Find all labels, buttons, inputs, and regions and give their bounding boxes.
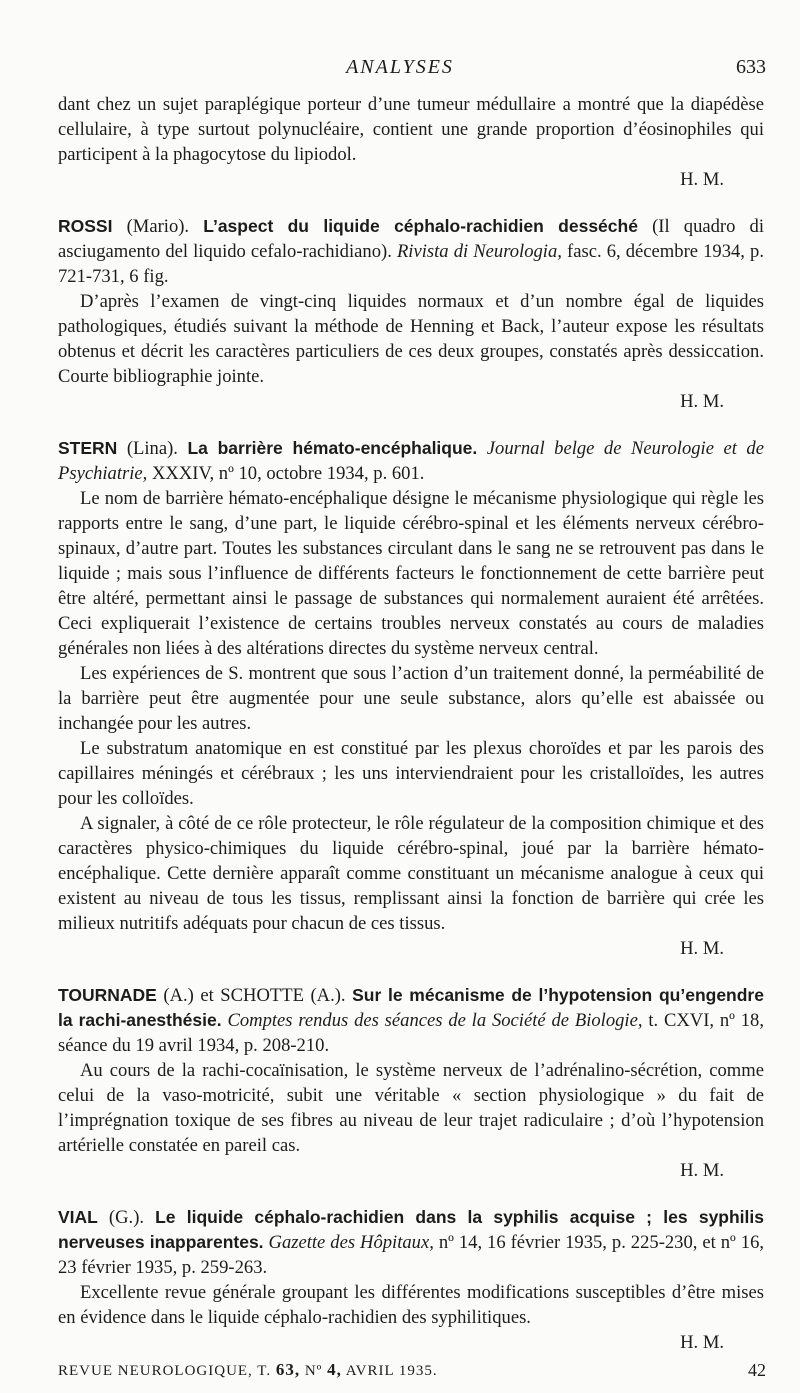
author-given: (A.) et SCHOTTE (A.). <box>163 985 346 1006</box>
sheet-number: 42 <box>748 1360 766 1380</box>
journal-name: Gazette des Hôpitaux, <box>268 1232 434 1253</box>
page-footer <box>58 1360 766 1382</box>
entry-heading <box>58 1205 764 1280</box>
author-given: (Mario). <box>126 216 190 237</box>
continuation-text: dant chez un sujet paraplégique porteur d’une tumeur médullaire a montré que la diapédèse cellulaire, à type surtout polynucléaire, contient une grande proportion d’éosinophiles qui participent à la phagocytose du lipiodol. <box>58 94 764 165</box>
journal-name: Journal belge de Neurologie et de Psychiatrie, <box>58 438 764 484</box>
entry-paragraph: Excellente revue générale groupant les différentes modifications susceptibles d’être mises en évidence dans le liquide céphalo-rachidien des syphilitiques. <box>58 1282 764 1328</box>
entry-paragraph: A signaler, à côté de ce rôle protecteur, le rôle régulateur de la composition chimique et des caractères physico-chimiques du liquide cérébro-spinal, joué par la barrière hémato-encéphalique. Cette dernière apparaît comme constituant un mécanisme analogue à ceux qui existent au niveau de tous les tissus, remplissant ainsi la fonction de barrière qui crée les milieux nutritifs adéquats pour chacun de ces tissus. <box>58 813 764 934</box>
entry-paragraph: Les expériences de S. montrent que sous l’action d’un traitement donné, la perméabilité de la barrière peut être augmentée pour une seule substance, alors qu’elle est abaissée ou inchangée pour les autres. <box>58 663 764 734</box>
entry-paragraph: Le nom de barrière hémato-encéphalique désigne le mécanisme physiologique qui règle les rapports entre le sang, d’une part, le liquide cérébro-spinal et les éléments nerveux cérébro-spinaux, d’autre part. Toutes les substances circulant dans le sang ne se retrouvent pas dans le liquide ; mais sous l’influence de différents facteurs le fonctionnement de cette barrière peut être altéré, permettant ainsi le passage de substances qui normalement auraient été arrêtées. Ceci expliquerait l’existence de certains troubles nerveux constatés au cours de maladies générales non liées à des altérations directes du système nerveux central. <box>58 488 764 659</box>
citation: fasc. 6, décembre 1934, p. 721-731, 6 fig. <box>58 241 764 287</box>
signature: H. M. <box>680 391 724 412</box>
footer-issue-label: Nº <box>304 1363 323 1379</box>
footer-journal-line <box>58 1360 438 1380</box>
footer-issue: 4, <box>327 1360 342 1379</box>
review-entry <box>58 983 764 1183</box>
journal-name: Rivista di Neurologia, <box>396 241 562 262</box>
page-number: 633 <box>736 56 766 78</box>
footer-volume: 63, <box>275 1360 301 1379</box>
author-given: (G.). <box>108 1207 145 1228</box>
entry-paragraph: Au cours de la rachi-cocaïnisation, le système nerveux de l’adrénalino-sécrétion, comme celui de la vaso-motricité, subit une véritable « section physiologique » du fait de l’imprégnation toxique de ses fibres au niveau de leur trajet radiculaire ; d’où l’hypotension artérielle constatée en pareil cas. <box>58 1060 764 1156</box>
author-name: VIAL <box>58 1207 98 1227</box>
signature: H. M. <box>680 1332 724 1353</box>
review-entry <box>58 214 764 414</box>
review-entry <box>58 1205 764 1355</box>
entry-title: Le liquide céphalo-rachidien dans la syphilis acquise ; les syphilis nerveuses inapparentes. <box>58 1207 765 1252</box>
signature: H. M. <box>680 169 724 190</box>
entry-paragraph: Le substratum anatomique en est constitué par les plexus choroïdes et par les parois des capillaires méningés et cérébraux ; les uns interviendraient pour les cristalloïdes, les autres pour les colloïdes. <box>58 738 764 809</box>
entry-title: La barrière hémato-encéphalique. <box>187 438 478 458</box>
citation: XXXIV, nº 10, octobre 1934, p. 601. <box>151 463 425 484</box>
citation: t. CXVI, nº 18, séance du 19 avril 1934, p. 208-210. <box>58 1010 764 1056</box>
entry-heading <box>58 436 764 486</box>
entry-title: L’aspect du liquide céphalo-rachidien desséché <box>203 216 638 236</box>
signature: H. M. <box>680 938 724 959</box>
journal-name: Comptes rendus des séances de la Société de Biologie, <box>227 1010 643 1031</box>
entry-heading <box>58 214 764 289</box>
author-name: TOURNADE <box>58 985 157 1005</box>
article-body <box>58 92 764 1355</box>
original-title: (Il quadro di asciugamento del liquido cefalo-rachidiano). <box>58 216 764 262</box>
signature: H. M. <box>680 1160 724 1181</box>
entry-title: Sur le mécanisme de l’hypotension qu’engendre la rachi-anesthésie. <box>58 985 764 1030</box>
author-name: ROSSI <box>58 216 113 236</box>
running-head <box>0 56 800 80</box>
author-name: STERN <box>58 438 118 458</box>
author-given: (Lina). <box>126 438 178 459</box>
footer-journal: REVUE NEUROLOGIQUE, T. <box>58 1363 272 1379</box>
entry-paragraph: D’après l’examen de vingt-cinq liquides normaux et d’un nombre égal de liquides pathologiques, étudiés suivant la méthode de Henning et Back, l’auteur expose les résultats obtenus et décrit les caractères particuliers de ces deux groupes, constatés après dessiccation. Courte bibliographie jointe. <box>58 291 764 387</box>
entry-heading <box>58 983 764 1058</box>
running-title: ANALYSES <box>346 56 454 78</box>
review-entry <box>58 436 764 961</box>
continuation-block <box>58 92 764 192</box>
footer-date: AVRIL 1935. <box>345 1363 438 1379</box>
citation: nº 14, 16 février 1935, p. 225-230, et nº 16, 23 février 1935, p. 259-263. <box>58 1232 765 1278</box>
